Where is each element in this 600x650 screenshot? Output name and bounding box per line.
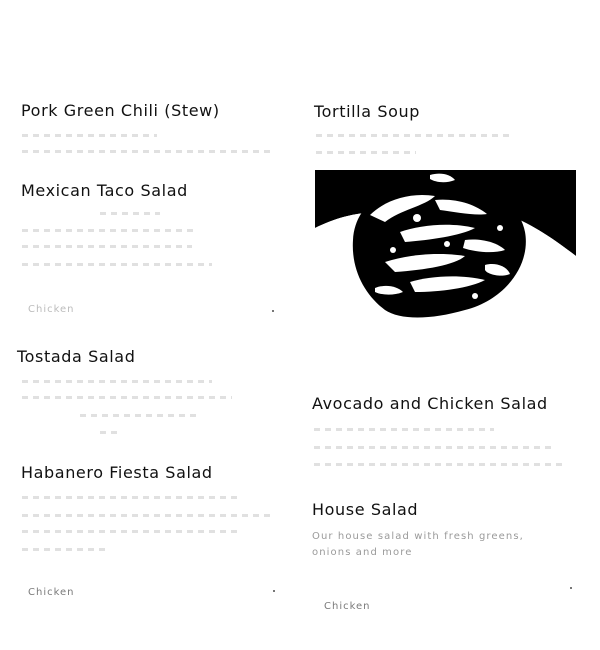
- menu-item-title: Tostada Salad: [17, 347, 136, 366]
- price-mark: [570, 587, 572, 589]
- description-placeholder: [22, 245, 192, 248]
- menu-item-title: Avocado and Chicken Salad: [312, 394, 548, 413]
- description-placeholder: [314, 446, 554, 449]
- menu-item-title: Tortilla Soup: [314, 102, 420, 121]
- option-label: Chicken: [28, 587, 75, 598]
- description-placeholder: [314, 428, 494, 431]
- description-placeholder: [100, 212, 160, 215]
- description-placeholder: [22, 229, 197, 232]
- description-placeholder: [22, 548, 107, 551]
- option-label: Chicken: [324, 601, 371, 612]
- soup-photo-icon: [315, 170, 576, 325]
- description-placeholder: [22, 380, 212, 383]
- description-placeholder: [22, 134, 157, 137]
- menu-item-title: Mexican Taco Salad: [21, 181, 188, 200]
- description-placeholder: [22, 530, 237, 533]
- price-mark: [272, 310, 274, 312]
- option-label: Chicken: [28, 304, 75, 315]
- menu-item-description: Our house salad with fresh greens, onions and more: [312, 531, 524, 558]
- description-placeholder: [314, 463, 564, 466]
- menu-item-title: Pork Green Chili (Stew): [21, 101, 220, 120]
- menu-item-title: House Salad: [312, 500, 419, 519]
- description-placeholder: [22, 150, 272, 153]
- description-placeholder: [22, 263, 212, 266]
- description-placeholder: [316, 134, 511, 137]
- description-placeholder: [100, 431, 120, 434]
- description-placeholder: [316, 151, 416, 154]
- description-placeholder: [22, 496, 237, 499]
- description-placeholder: [22, 396, 232, 399]
- menu-item-title: Habanero Fiesta Salad: [21, 463, 213, 482]
- description-placeholder: [80, 414, 200, 417]
- price-mark: [273, 590, 275, 592]
- description-placeholder: [22, 514, 272, 517]
